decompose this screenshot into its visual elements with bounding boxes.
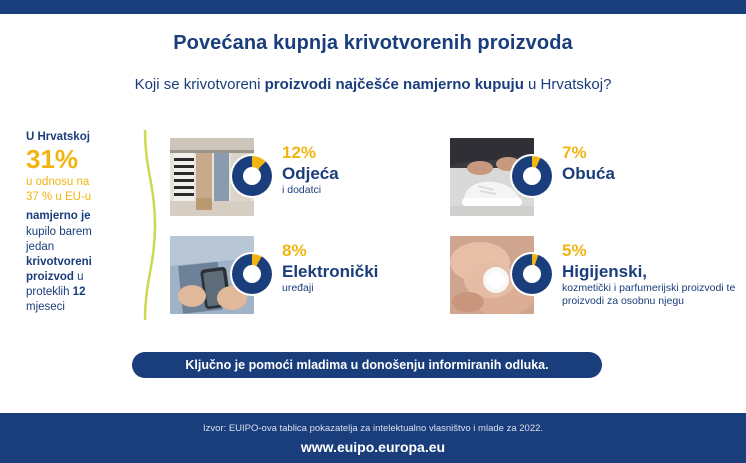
card-name: Elektronički <box>282 261 379 281</box>
card-text-clothing <box>282 144 444 197</box>
top-bar <box>0 0 746 14</box>
left-stat-line2: u odnosu na <box>26 176 90 189</box>
donut-chart-footwear <box>512 156 552 196</box>
donut-hole <box>243 265 261 283</box>
left-stat-block <box>26 130 136 316</box>
donut-chart-electronics <box>232 254 272 294</box>
key-message-text: Ključno je pomoći mladima u donošenju informiranih odluka. <box>185 358 549 372</box>
left-stat-line5: kupilo barem <box>26 225 92 238</box>
donut-chart-hygiene <box>512 254 552 294</box>
subtitle-bold-2: najčešće namjerno kupuju <box>331 76 529 93</box>
card-hygiene <box>450 236 736 318</box>
card-electronics <box>170 236 442 318</box>
left-stat-line8-reg: u <box>73 271 84 284</box>
card-sub: uređaji <box>282 282 314 295</box>
left-stat-line10-reg: proteklih <box>26 286 73 299</box>
key-message-banner <box>132 352 602 378</box>
left-stat-line8 <box>26 270 136 285</box>
left-stat-line7: krivotvoreni <box>26 255 92 268</box>
card-sub: kozmetički i parfumerijski proizvodi te proizvodi za osobnu njegu <box>562 282 736 308</box>
card-name: Higijenski, <box>562 261 648 281</box>
left-stat-line10-bold: 12 <box>72 286 86 299</box>
left-stat-line4: namjerno je <box>26 210 91 223</box>
subtitle-part-1: Koji se krivotvoreni <box>134 76 265 93</box>
card-text-footwear <box>562 144 724 184</box>
card-percent: 7% <box>562 143 587 162</box>
card-percent: 8% <box>282 241 307 260</box>
donut-hole <box>523 167 541 185</box>
donut-hole <box>243 167 261 185</box>
card-text-electronics <box>282 242 444 295</box>
subtitle-bold-1: proizvodi <box>264 76 332 93</box>
donut-chart-clothing <box>232 156 272 196</box>
category-cards <box>170 138 736 323</box>
left-stat-line3: 37 % u EU-u <box>26 191 92 204</box>
left-stat-line11: mjeseci <box>26 301 65 314</box>
card-name: Obuća <box>562 163 615 183</box>
donut-hole <box>523 265 541 283</box>
footer-bar <box>0 413 746 463</box>
left-stat-line1: U Hrvatskoj <box>26 131 90 143</box>
card-sub: i dodatci <box>282 184 322 197</box>
page-title: Povećana kupnja krivotvorenih proizvoda <box>173 32 573 54</box>
card-clothing <box>170 138 442 220</box>
left-stat-line6: jedan <box>26 240 55 253</box>
left-stat-percent: 31% <box>26 144 79 175</box>
page-subtitle <box>0 76 746 93</box>
footer-url[interactable]: www.euipo.europa.eu <box>300 439 446 455</box>
footer-source: Izvor: EUIPO-ova tablica pokazatelja za intelektualno vlasništvo i mlade za 2022. <box>202 423 544 434</box>
left-stat-line8-bold: proizvod <box>26 271 74 284</box>
brace-decoration <box>143 130 157 320</box>
left-stat-line10 <box>26 285 136 300</box>
card-footwear <box>450 138 722 220</box>
subtitle-part-3: u Hrvatskoj? <box>528 76 612 93</box>
card-name: Odjeća <box>282 163 339 183</box>
card-percent: 12% <box>282 143 317 162</box>
card-percent: 5% <box>562 241 587 260</box>
card-text-hygiene <box>562 242 746 308</box>
